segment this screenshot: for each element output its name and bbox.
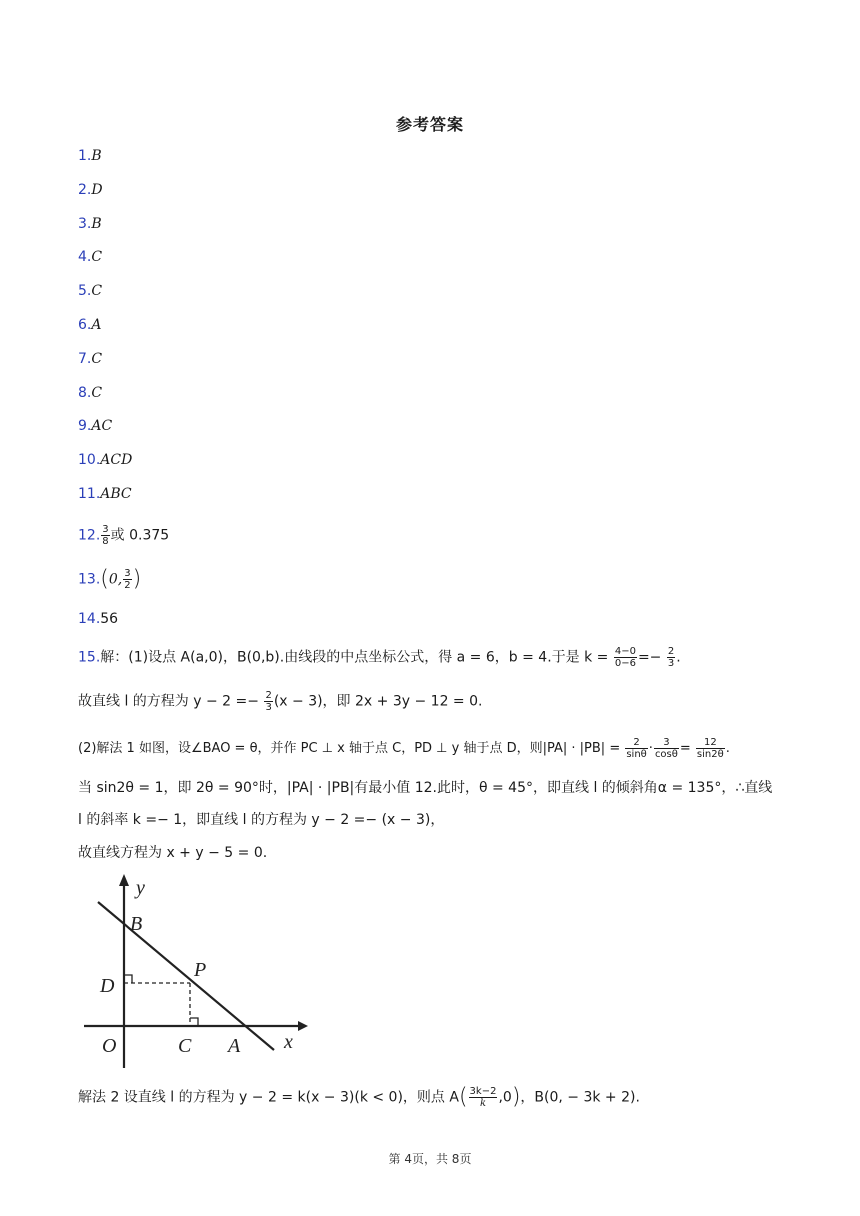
y-axis-label: y <box>136 877 145 899</box>
origin-label: O <box>102 1035 117 1057</box>
solution-line-6: 故直线方程为 x + y − 5 = 0. <box>78 845 268 861</box>
answer-number: 10. <box>78 452 101 469</box>
answer-item <box>78 147 102 165</box>
page-footer: 第 4页，共 8页 <box>388 1152 472 1166</box>
answer-text: ACD <box>100 452 133 469</box>
answer-item <box>78 282 102 300</box>
point-c-label: C <box>178 1035 192 1057</box>
answer-number: 11. <box>78 486 101 502</box>
answer-number: 7. <box>78 350 92 367</box>
fraction: $\frac{3}{8}$ <box>102 524 109 547</box>
fraction: $\frac{3}{2}$ <box>124 568 131 591</box>
answer-item <box>78 181 103 199</box>
solution-line-2: 故直线 l 的方程为 y − 2 =− $\frac{2}{3}$ (x − 3)，即 2x + 3y − 12 = 0. <box>78 690 483 713</box>
answer-text: B <box>91 148 102 164</box>
answer-number: 12. <box>78 527 101 544</box>
answer-item <box>78 384 102 402</box>
answer-item <box>78 215 102 233</box>
answer-12 <box>78 524 169 547</box>
answer-text: AC <box>91 418 113 435</box>
answer-item <box>78 350 102 368</box>
answer-number: 4. <box>78 249 92 266</box>
answer-number: 5. <box>78 283 92 300</box>
answer-text: C <box>91 350 103 367</box>
answer-number: 2. <box>78 181 92 198</box>
solution-line-7: 解法 2 设直线 l 的方程为 y − 2 = k(x − 3)(k < 0)，则点 A( $\frac{3k-2}{k}$ ,0)，B(0, − 3k + 2). <box>78 1084 640 1110</box>
answer-text: ABC <box>100 486 132 502</box>
solution-line-5: l 的斜率 k =− 1，即直线 l 的方程为 y − 2 =− (x − 3)， <box>78 812 445 828</box>
answer-text: C <box>91 249 103 266</box>
point-a-label: A <box>228 1035 241 1057</box>
point-p-label: P <box>194 959 207 981</box>
answer-14 <box>78 610 118 628</box>
answer-text: D <box>91 181 103 198</box>
point-b-label: B <box>130 913 143 935</box>
answer-text: C <box>91 384 103 401</box>
answer-number: 13. <box>78 571 101 588</box>
answer-number: 14. <box>78 611 101 627</box>
answer-item <box>78 451 132 469</box>
answer-text: 56 <box>100 611 119 627</box>
x-axis-label: x <box>284 1031 293 1053</box>
answer-text: C <box>91 283 103 300</box>
answer-text: B <box>91 215 102 232</box>
answer-number: 8. <box>78 384 92 401</box>
answer-text: 或 0.375 <box>110 527 170 544</box>
solution-line-3: (2)解法 1 如图，设∠BAO = θ，并作 PC ⊥ x 轴于点 C，PD ⊥ y 轴于点 D，则|PA| · |PB| = $\frac{2}{\sin\theta}$ · $\frac{3}{\cos\theta}$ = $\frac{12}{\sin 2\theta}$ . <box>78 737 730 760</box>
answer-number: 9. <box>78 418 92 435</box>
geometry-figure <box>78 872 318 1072</box>
answer-item <box>78 248 102 266</box>
page-title: 参考答案 <box>395 115 464 134</box>
answer-number: 3. <box>78 215 92 232</box>
solution-line-4: 当 sin2θ = 1，即 2θ = 90°时，|PA| · |PB|有最小值 12.此时，θ = 45°，即直线 l 的倾斜角α = 135°，∴直线 <box>78 780 773 796</box>
answer-number: 6. <box>78 317 92 333</box>
answer-text: A <box>91 317 102 333</box>
answer-item <box>78 316 101 334</box>
answer-item <box>78 417 112 435</box>
answer-number: 1. <box>78 148 92 164</box>
point-d-label: D <box>100 975 115 997</box>
solution-line-1: 15.解：(1)设点 A(a,0)，B(0,b).由线段的中点坐标公式，得 a = 6，b = 4.于是 k = $\frac{4-0}{0-6}$ =− $\frac{2}{3}$ . <box>78 646 681 669</box>
answer-item <box>78 485 132 503</box>
answer-13: 13.(0, $\frac{3}{2}$ ) <box>78 566 142 592</box>
